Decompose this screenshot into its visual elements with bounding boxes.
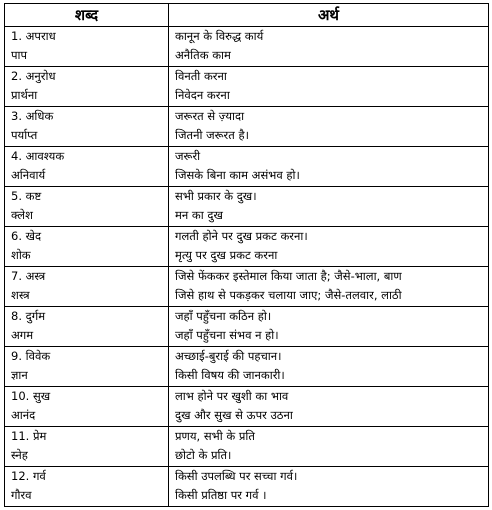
word-text: 1. अपराध xyxy=(11,29,56,43)
meaning-text: प्रणय, सभी के प्रति xyxy=(175,429,255,443)
meaning-cell xyxy=(169,227,489,267)
meaning-text: अच्छाई-बुराई की पहचान। xyxy=(175,349,282,363)
word-cell xyxy=(5,267,169,307)
word-text: 3. अधिक xyxy=(11,109,54,123)
header-meaning: अर्थ xyxy=(169,4,489,27)
word-cell xyxy=(5,387,169,427)
meaning-text: जहाँ पहुँचना कठिन हो। xyxy=(175,309,272,323)
word-text: आनंद xyxy=(11,408,36,422)
meaning-cell xyxy=(169,387,489,427)
word-text: स्नेह xyxy=(11,448,28,462)
meaning-cell xyxy=(169,27,489,67)
meaning-cell xyxy=(169,147,489,187)
meaning-text: जितनी जरूरत है। xyxy=(175,128,249,142)
word-cell xyxy=(5,307,169,347)
meaning-cell xyxy=(169,267,489,307)
meaning-text: अनैतिक काम xyxy=(175,48,231,62)
word-cell xyxy=(5,27,169,67)
meaning-text: मृत्यु पर दुख प्रकट करना xyxy=(175,248,278,262)
word-text: 4. आवश्यक xyxy=(11,149,65,163)
table-row xyxy=(5,347,489,387)
word-text: 8. दुर्गम xyxy=(11,309,46,323)
meaning-text: दुख और सुख से ऊपर उठना xyxy=(175,408,293,422)
word-cell xyxy=(5,427,169,467)
meaning-cell xyxy=(169,67,489,107)
meaning-text: विनती करना xyxy=(175,69,227,83)
meaning-cell xyxy=(169,187,489,227)
meaning-cell xyxy=(169,307,489,347)
table-row xyxy=(5,467,489,507)
word-text: 6. खेद xyxy=(11,229,42,243)
synonym-table-container xyxy=(4,3,489,507)
meaning-text: गलती होने पर दुख प्रकट करना। xyxy=(175,229,308,243)
table-row xyxy=(5,67,489,107)
meaning-text: लाभ होने पर खुशी का भाव xyxy=(175,389,289,403)
meaning-text: सभी प्रकार के दुख। xyxy=(175,189,257,203)
word-text: 11. प्रेम xyxy=(11,429,47,443)
meaning-text: जरूरत से ज़्यादा xyxy=(175,109,245,123)
meaning-text: जिसके बिना काम असंभव हो। xyxy=(175,168,300,182)
word-text: पाप xyxy=(11,48,28,62)
word-text: 7. अस्त्र xyxy=(11,269,46,283)
table-row xyxy=(5,427,489,467)
table-row xyxy=(5,107,489,147)
meaning-cell xyxy=(169,427,489,467)
word-text: पर्याप्त xyxy=(11,128,38,142)
word-text: 10. सुख xyxy=(11,389,51,403)
word-text: क्लेश xyxy=(11,208,33,222)
table-header-row xyxy=(5,4,489,27)
word-cell xyxy=(5,67,169,107)
word-text: प्रार्थना xyxy=(11,88,38,102)
word-text: शोक xyxy=(11,248,31,262)
word-text: अगम xyxy=(11,328,34,342)
meaning-text: कानून के विरुद्ध कार्य xyxy=(175,29,264,43)
meaning-text: मन का दुख xyxy=(175,208,223,222)
table-row xyxy=(5,267,489,307)
word-text: 9. विवेक xyxy=(11,349,51,363)
meaning-text: जरूरी xyxy=(175,149,201,163)
word-text: 12. गर्व xyxy=(11,469,46,483)
synonym-meaning-table xyxy=(4,3,489,507)
meaning-cell xyxy=(169,467,489,507)
word-cell xyxy=(5,347,169,387)
table-row xyxy=(5,187,489,227)
word-cell xyxy=(5,107,169,147)
word-cell xyxy=(5,187,169,227)
meaning-text: किसी प्रतिष्ठा पर गर्व । xyxy=(175,488,267,502)
meaning-cell xyxy=(169,107,489,147)
table-row xyxy=(5,387,489,427)
word-text: 2. अनुरोध xyxy=(11,69,56,83)
meaning-text: किसी उपलब्धि पर सच्चा गर्व। xyxy=(175,469,298,483)
meaning-text: जिसे फेंककर इस्तेमाल किया जाता है; जैसे-भाला, बाण xyxy=(175,269,402,283)
word-cell xyxy=(5,227,169,267)
meaning-cell xyxy=(169,347,489,387)
table-row xyxy=(5,147,489,187)
word-text: 5. कष्ट xyxy=(11,189,42,203)
table-row xyxy=(5,307,489,347)
word-cell xyxy=(5,467,169,507)
word-text: ज्ञान xyxy=(11,368,28,382)
meaning-text: किसी विषय की जानकारी। xyxy=(175,368,285,382)
meaning-text: जिसे हाथ से पकड़कर चलाया जाए; जैसे-तलवार, लाठी xyxy=(175,288,402,302)
meaning-text: जहाँ पहुँचना संभव न हो। xyxy=(175,328,279,342)
table-row xyxy=(5,27,489,67)
header-word: शब्द xyxy=(5,4,169,27)
word-text: गौरव xyxy=(11,488,32,502)
table-body xyxy=(5,27,489,507)
word-text: शस्त्र xyxy=(11,288,30,302)
word-cell xyxy=(5,147,169,187)
table-row xyxy=(5,227,489,267)
meaning-text: छोटो के प्रति। xyxy=(175,448,232,462)
word-text: अनिवार्य xyxy=(11,168,46,182)
meaning-text: निवेदन करना xyxy=(175,88,230,102)
